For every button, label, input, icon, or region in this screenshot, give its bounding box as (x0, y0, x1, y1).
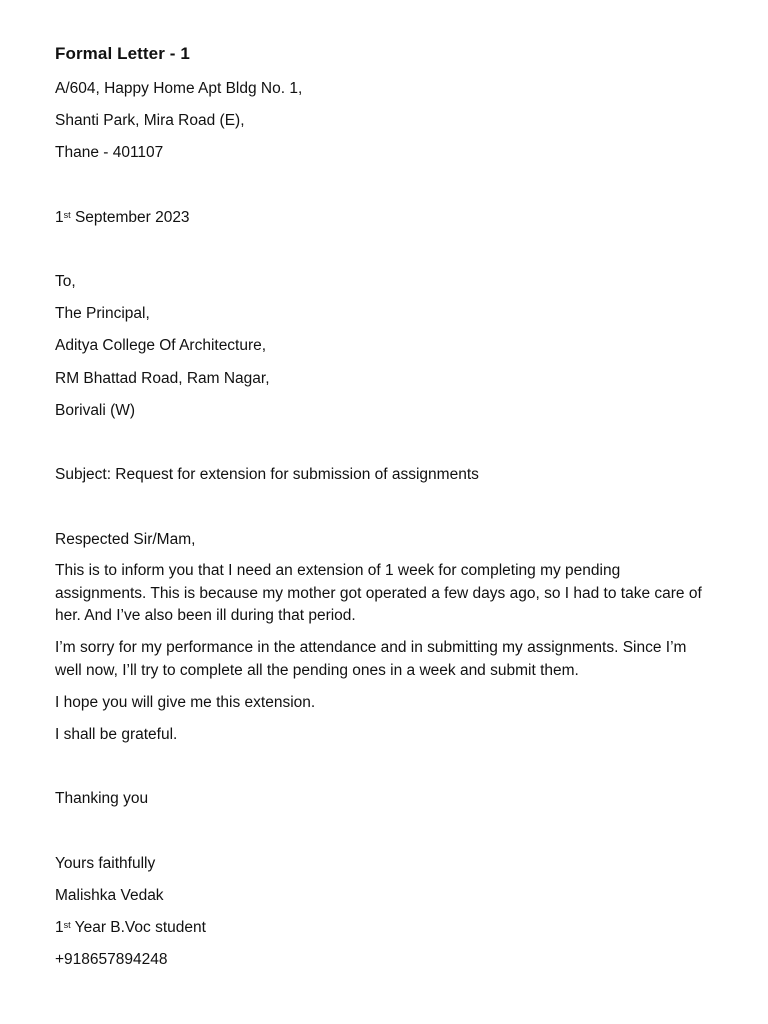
signature-year (55, 918, 206, 938)
recipient-line-3: RM Bhattad Road, Ram Nagar, (55, 370, 270, 387)
letter-date (55, 208, 190, 228)
recipient-line-1: The Principal, (55, 305, 150, 322)
signature-name: Malishka Vedak (55, 887, 164, 904)
closing-line: Yours faithfully (55, 855, 156, 872)
date-day: 1 (55, 209, 64, 226)
body-paragraph-1: This is to inform you that I need an extension of 1 week for completing my pending assignments. This is because my mother got operated a few days ago, so I had to take care of her. And I’ve also been ill during that period. (55, 562, 702, 624)
signature-phone: +918657894248 (55, 951, 168, 968)
recipient-to: To, (55, 273, 76, 290)
date-month-year: September 2023 (70, 209, 190, 226)
sender-address-line-1: A/604, Happy Home Apt Bldg No. 1, (55, 80, 303, 97)
salutation: Respected Sir/Mam, (55, 531, 196, 548)
letter-title: Formal Letter - 1 (55, 44, 190, 63)
year-number: 1 (55, 919, 64, 936)
year-course: Year B.Voc student (70, 919, 206, 936)
thanks-line: Thanking you (55, 790, 149, 807)
year-suffix: st (63, 920, 71, 930)
body-paragraph-2: I’m sorry for my performance in the attendance and in submitting my assignments. Since I’m well now, I’ll try to complete all the pending ones in a week and submit them. (55, 639, 687, 679)
body-paragraph-4: I shall be grateful. (55, 726, 178, 743)
recipient-line-2: Aditya College Of Architecture, (55, 337, 267, 354)
sender-address-line-3: Thane - 401107 (55, 144, 164, 161)
sender-address-line-2: Shanti Park, Mira Road (E), (55, 112, 245, 129)
letter-subject: Subject: Request for extension for submission of assignments (55, 466, 479, 483)
recipient-line-4: Borivali (W) (55, 402, 136, 419)
date-day-suffix: st (63, 210, 71, 220)
body-paragraph-3: I hope you will give me this extension. (55, 694, 316, 711)
